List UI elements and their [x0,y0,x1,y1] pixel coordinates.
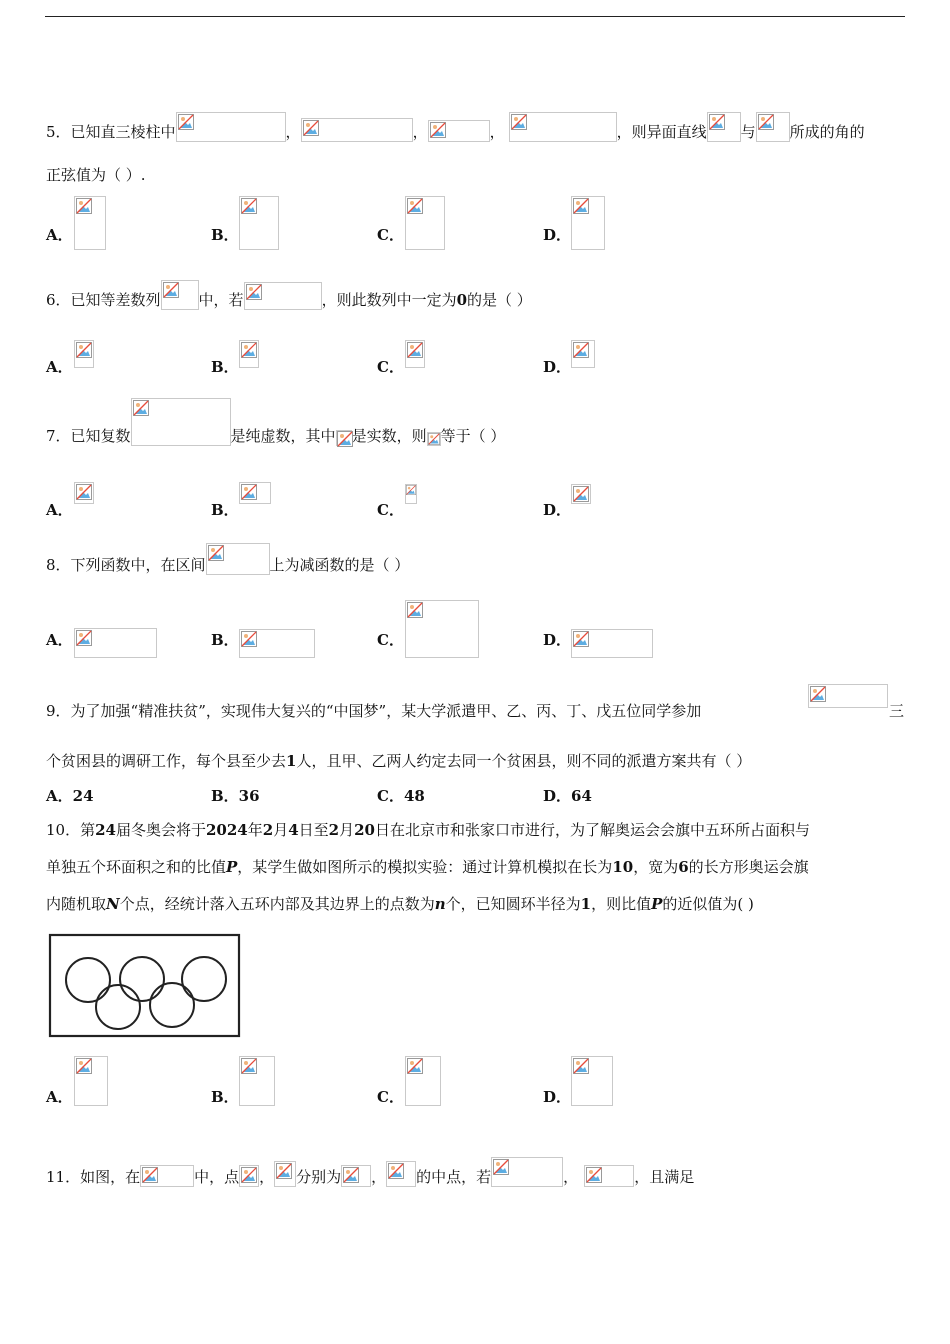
broken-image-icon [133,400,149,416]
broken-image-icon [573,486,589,502]
broken-image-icon [241,484,257,500]
broken-image-icon [76,484,92,500]
formula-image [341,1165,371,1187]
formula-image [336,430,352,446]
option-a-image [74,628,157,658]
question-5-line-2: 正弦值为（ ）. [46,166,146,184]
formula-image [584,1165,634,1187]
broken-image-icon [388,1163,404,1179]
flag-rectangle [50,935,239,1036]
option-c: C． [377,226,404,244]
option-b-image [239,629,315,658]
option-a: A．24 [46,787,94,805]
broken-image-icon [407,198,423,214]
broken-image-icon [407,342,423,358]
formula-image [756,112,790,142]
option-b-image [239,196,279,250]
question-6-line: 6．已知等差数列 中，若 ，则此数列中一定为0的是（ ） [46,280,532,310]
broken-image-icon [511,114,527,130]
broken-image-icon [241,342,257,358]
question-8-line: 8．下列函数中，在区间 上为减函数的是（ ） [46,543,409,575]
broken-image-icon [343,1167,359,1183]
option-d-image [571,340,595,368]
option-b: B． [211,226,239,244]
formula-image [161,280,199,310]
broken-image-icon [810,686,826,702]
broken-image-icon [407,1058,423,1074]
option-a: A． [46,1088,73,1106]
broken-image-icon [241,1167,257,1183]
option-d: D． [543,358,572,376]
option-a: A． [46,358,73,376]
option-b: B． [211,1088,239,1106]
option-b-image [239,340,259,368]
formula-image [491,1157,563,1187]
question-5-line-1: 5．已知直三棱柱中 ， ， ， ，则异面直线 与 所成的角的 [46,112,865,142]
option-d: D．64 [543,787,592,805]
formula-image [509,112,617,142]
formula-image [808,684,888,708]
question-7-line: 7．已知复数 是纯虚数，其中 是实数，则 等于（ ） [46,398,505,446]
option-c-image [405,196,445,250]
broken-image-icon [76,198,92,214]
formula-image [176,112,286,142]
option-d-image [571,1056,613,1106]
option-d: D． [543,631,572,649]
header-rule [45,16,905,17]
broken-image-icon [178,114,194,130]
broken-image-icon [246,284,262,300]
broken-image-icon [241,631,257,647]
formula-image [131,398,231,446]
option-a: A． [46,501,73,519]
question-10-line-2: 单独五个环面积之和的比值P，某学生做如图所示的模拟实验：通过计算机模拟在长为10，宽为6的长方形奥运会旗 [46,858,809,876]
option-c: C． [377,358,404,376]
formula-image [707,112,741,142]
question-11-line: 11．如图，在 中，点 ， 分别为 ， 的中点，若 ， ，且满足 [46,1157,694,1187]
option-d: D． [543,226,572,244]
broken-image-icon [428,433,440,445]
option-d: D． [543,1088,572,1106]
formula-image [206,543,270,575]
broken-image-icon [276,1163,292,1179]
question-10-line-1: 10．第24届冬奥会将于2024年2月4日至2月20日在北京市和张家口市进行，为了解奥运会会旗中五环所占面积与 [46,821,810,839]
broken-image-icon [573,342,589,358]
broken-image-icon [407,602,423,618]
broken-image-icon [573,198,589,214]
option-b-image [239,1056,275,1106]
broken-image-icon [709,114,725,130]
question-9-line-2: 个贫困县的调研工作，每个县至少去1人，且甲、乙两人约定去同一个贫困县，则不同的派遣方案共有（ ） [46,752,752,770]
option-c-image [405,600,479,658]
broken-image-icon [76,1058,92,1074]
formula-image [239,1165,259,1187]
broken-image-icon [241,198,257,214]
question-9-line-1: 9．为了加强“精准扶贫”，实现伟大复兴的“中国梦”，某大学派遣甲、乙、丙、丁、戊五位同学参加 [46,702,702,720]
option-c: C． [377,501,404,519]
option-a-image [74,482,94,504]
olympic-flag-figure [48,933,241,1038]
option-d-image [571,629,653,658]
formula-image [244,282,322,310]
broken-image-icon [76,630,92,646]
broken-image-icon [142,1167,158,1183]
option-d: D． [543,501,572,519]
option-c-image [405,340,425,368]
option-a: A． [46,631,73,649]
option-b: B． [211,631,239,649]
formula-image [274,1161,296,1187]
option-d-image [571,484,591,504]
option-c: C． [377,631,404,649]
formula-image [428,120,490,142]
option-a: A． [46,226,73,244]
question-9-line-1-end: 三 [889,702,905,720]
formula-image [386,1161,416,1187]
option-a-image [74,1056,108,1106]
option-c: C．48 [377,787,425,805]
formula-image [427,432,441,446]
option-b-image [239,482,271,504]
broken-image-icon [303,120,319,136]
option-d-image [571,196,605,250]
broken-image-icon [208,545,224,561]
broken-image-icon [758,114,774,130]
broken-image-icon [493,1159,509,1175]
broken-image-icon [406,485,416,495]
option-a-image [74,340,94,368]
broken-image-icon [163,282,179,298]
option-b: B． [211,358,239,376]
broken-image-icon [241,1058,257,1074]
broken-image-icon [337,431,353,447]
broken-image-icon [573,631,589,647]
option-c-image [405,484,417,504]
broken-image-icon [586,1167,602,1183]
option-b: B．36 [211,787,260,805]
option-c-image [405,1056,441,1106]
broken-image-icon [76,342,92,358]
formula-image [140,1165,194,1187]
option-c: C． [377,1088,404,1106]
formula-image [301,118,413,142]
option-b: B． [211,501,239,519]
option-a-image [74,196,106,250]
broken-image-icon [430,122,446,138]
question-10-line-3: 内随机取N个点，经统计落入五环内部及其边界上的点数为n个，已知圆环半径为1，则比值P的近似值为( ) [46,895,754,913]
broken-image-icon [573,1058,589,1074]
